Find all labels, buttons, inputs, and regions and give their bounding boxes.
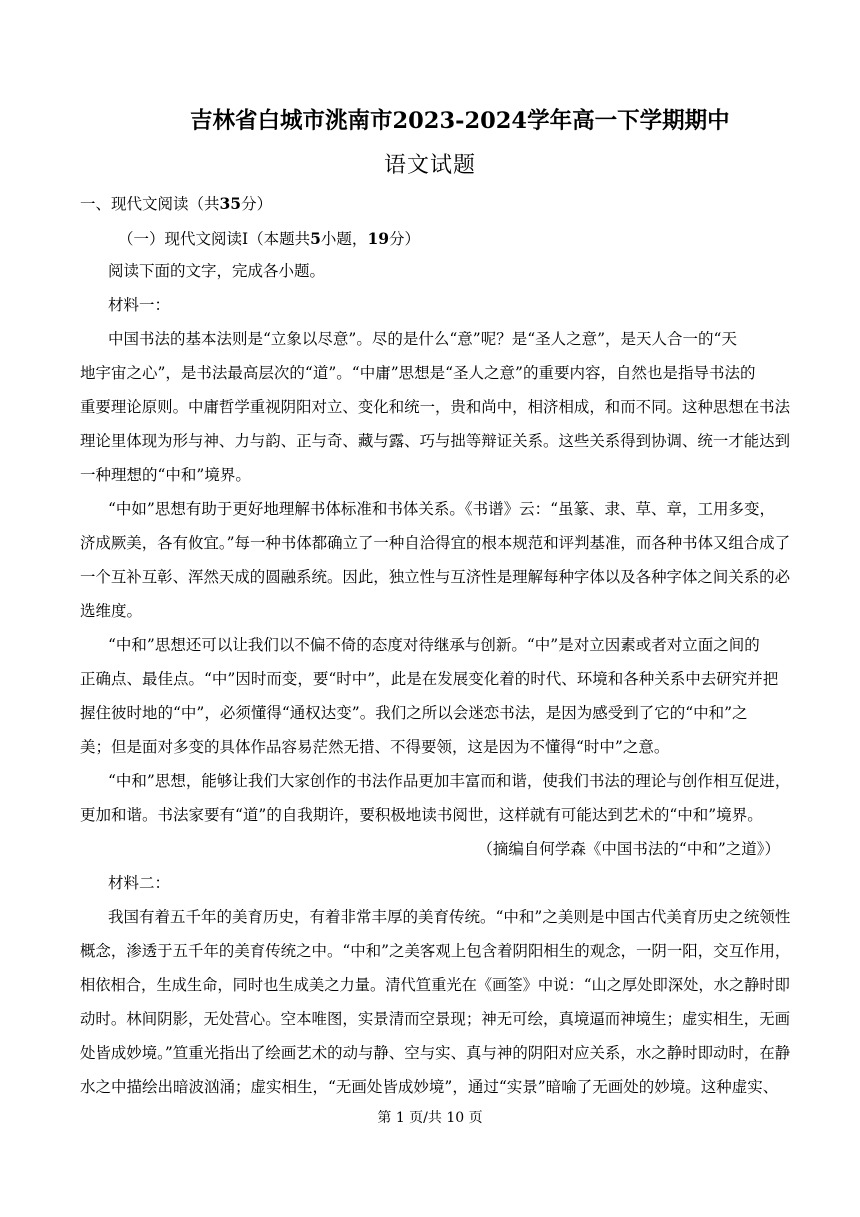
document-title: 吉林省白城市洮南市2023-2024学年高一下学期期中 — [190, 108, 730, 134]
material2-label: 材料二： — [108, 874, 171, 892]
section-heading-prefix: 一、现代文阅读（共 — [80, 195, 220, 213]
section-heading — [80, 193, 272, 215]
body-line: 正确点、最佳点。“中”因时而变，要“时中”，此是在发展变化着的时代、环境和各种关系中去研究并把 — [80, 670, 779, 688]
body-line: 选维度。 — [80, 602, 143, 620]
body-line: 概念，渗透于五千年的美育传统之中。“中和”之美客观上包含着阴阳相生的观念，一阴一阳，交互作用， — [80, 942, 791, 960]
body-line: 济成厥美，各有攸宜。”每一种书体都确立了一种自洽得宜的根本规范和评判基准，而各种书体又组合成了 — [80, 534, 791, 552]
material1-label: 材料一： — [108, 296, 171, 314]
body-line: 握住彼时地的“中”，必须懂得“通权达变”。我们之所以会迷恋书法，是因为感受到了它的“中和”之 — [80, 704, 748, 722]
body-line: 相依相合，生成生命，同时也生成美之力量。清代笪重光在《画筌》中说：“山之厚处即深处，水之静时即 — [80, 976, 790, 994]
page-number: 第 1 页/共 10 页 — [377, 1110, 483, 1126]
body-line: 我国有着五千年的美育历史，有着非常丰厚的美育传统。“中和”之美则是中国古代美育历史之统领性 — [108, 908, 791, 926]
body-line: 动时。林间阴影，无处营心。空本唯图，实景清而空景现；神无可绘，真境逼而神境生；虚实相生，无画 — [80, 1010, 791, 1028]
body-line: 一种理想的“中和”境界。 — [80, 466, 251, 484]
source-attribution: （摘编自何学森《中国书法的“中和”之道》） — [477, 840, 780, 858]
subsection-points: 19 — [367, 229, 390, 248]
body-line: “中和”思想，能够让我们大家创作的书法作品更加丰富而和谐，使我们书法的理论与创作相互促进， — [108, 772, 791, 790]
body-line: 重要理论原则。中庸哲学重视阴阳对立、变化和统一，贵和尚中，相济相成，和而不同。这种思想在书法 — [80, 398, 791, 416]
body-line: 地宇宙之心”，是书法最高层次的“道”。“中庸”思想是“圣人之意”的重要内容，自然也是指导书法的 — [80, 364, 756, 382]
subsection-mid: 小题， — [320, 230, 368, 248]
subsection-prefix: （一）现代文阅读Ⅰ（本题共 — [118, 230, 311, 248]
body-line: 中国书法的基本法则是“立象以尽意”。尽的是什么“意”呢？是“圣人之意”，是天人合一的“天 — [108, 330, 737, 348]
body-line: 一个互补互彰、浑然天成的圆融系统。因此，独立性与互济性是理解每种字体以及各种字体之间关系的必 — [80, 568, 791, 586]
body-line: 处皆成妙境。”笪重光指出了绘画艺术的动与静、空与实、真与神的阴阳对应关系，水之静时即动时，在静 — [80, 1044, 791, 1062]
body-line: “中如”思想有助于更好地理解书体标准和书体关系。《书谱》云：“虽篆、隶、草、章，工用多变， — [108, 500, 776, 518]
section-points: 35 — [219, 194, 242, 213]
body-line: 美；但是面对多变的具体作品容易茫然无措、不得要领，这是因为不懂得“时中”之意。 — [80, 738, 670, 756]
subsection-count: 5 — [310, 229, 321, 248]
body-line: 更加和谐。书法家要有“道”的自我期许，要积极地读书阅世，这样就有可能达到艺术的“中和”境界。 — [80, 806, 763, 824]
instruction-text: 阅读下面的文字，完成各小题。 — [108, 262, 326, 280]
subsection-heading — [118, 228, 420, 250]
document-subtitle: 语文试题 — [383, 153, 476, 178]
subsection-suffix: 分） — [389, 230, 421, 248]
section-heading-suffix: 分） — [241, 195, 273, 213]
body-line: 理论里体现为形与神、力与韵、正与奇、藏与露、巧与拙等辩证关系。这些关系得到协调、统一才能达到 — [80, 432, 791, 450]
body-line: 水之中描绘出暗波汹涌；虚实相生，“无画处皆成妙境”，通过“实景”暗喻了无画处的妙境。这种虚实、 — [80, 1078, 779, 1096]
body-line: “中和”思想还可以让我们以不偏不倚的态度对待继承与创新。“中”是对立因素或者对立面之间的 — [108, 636, 760, 654]
